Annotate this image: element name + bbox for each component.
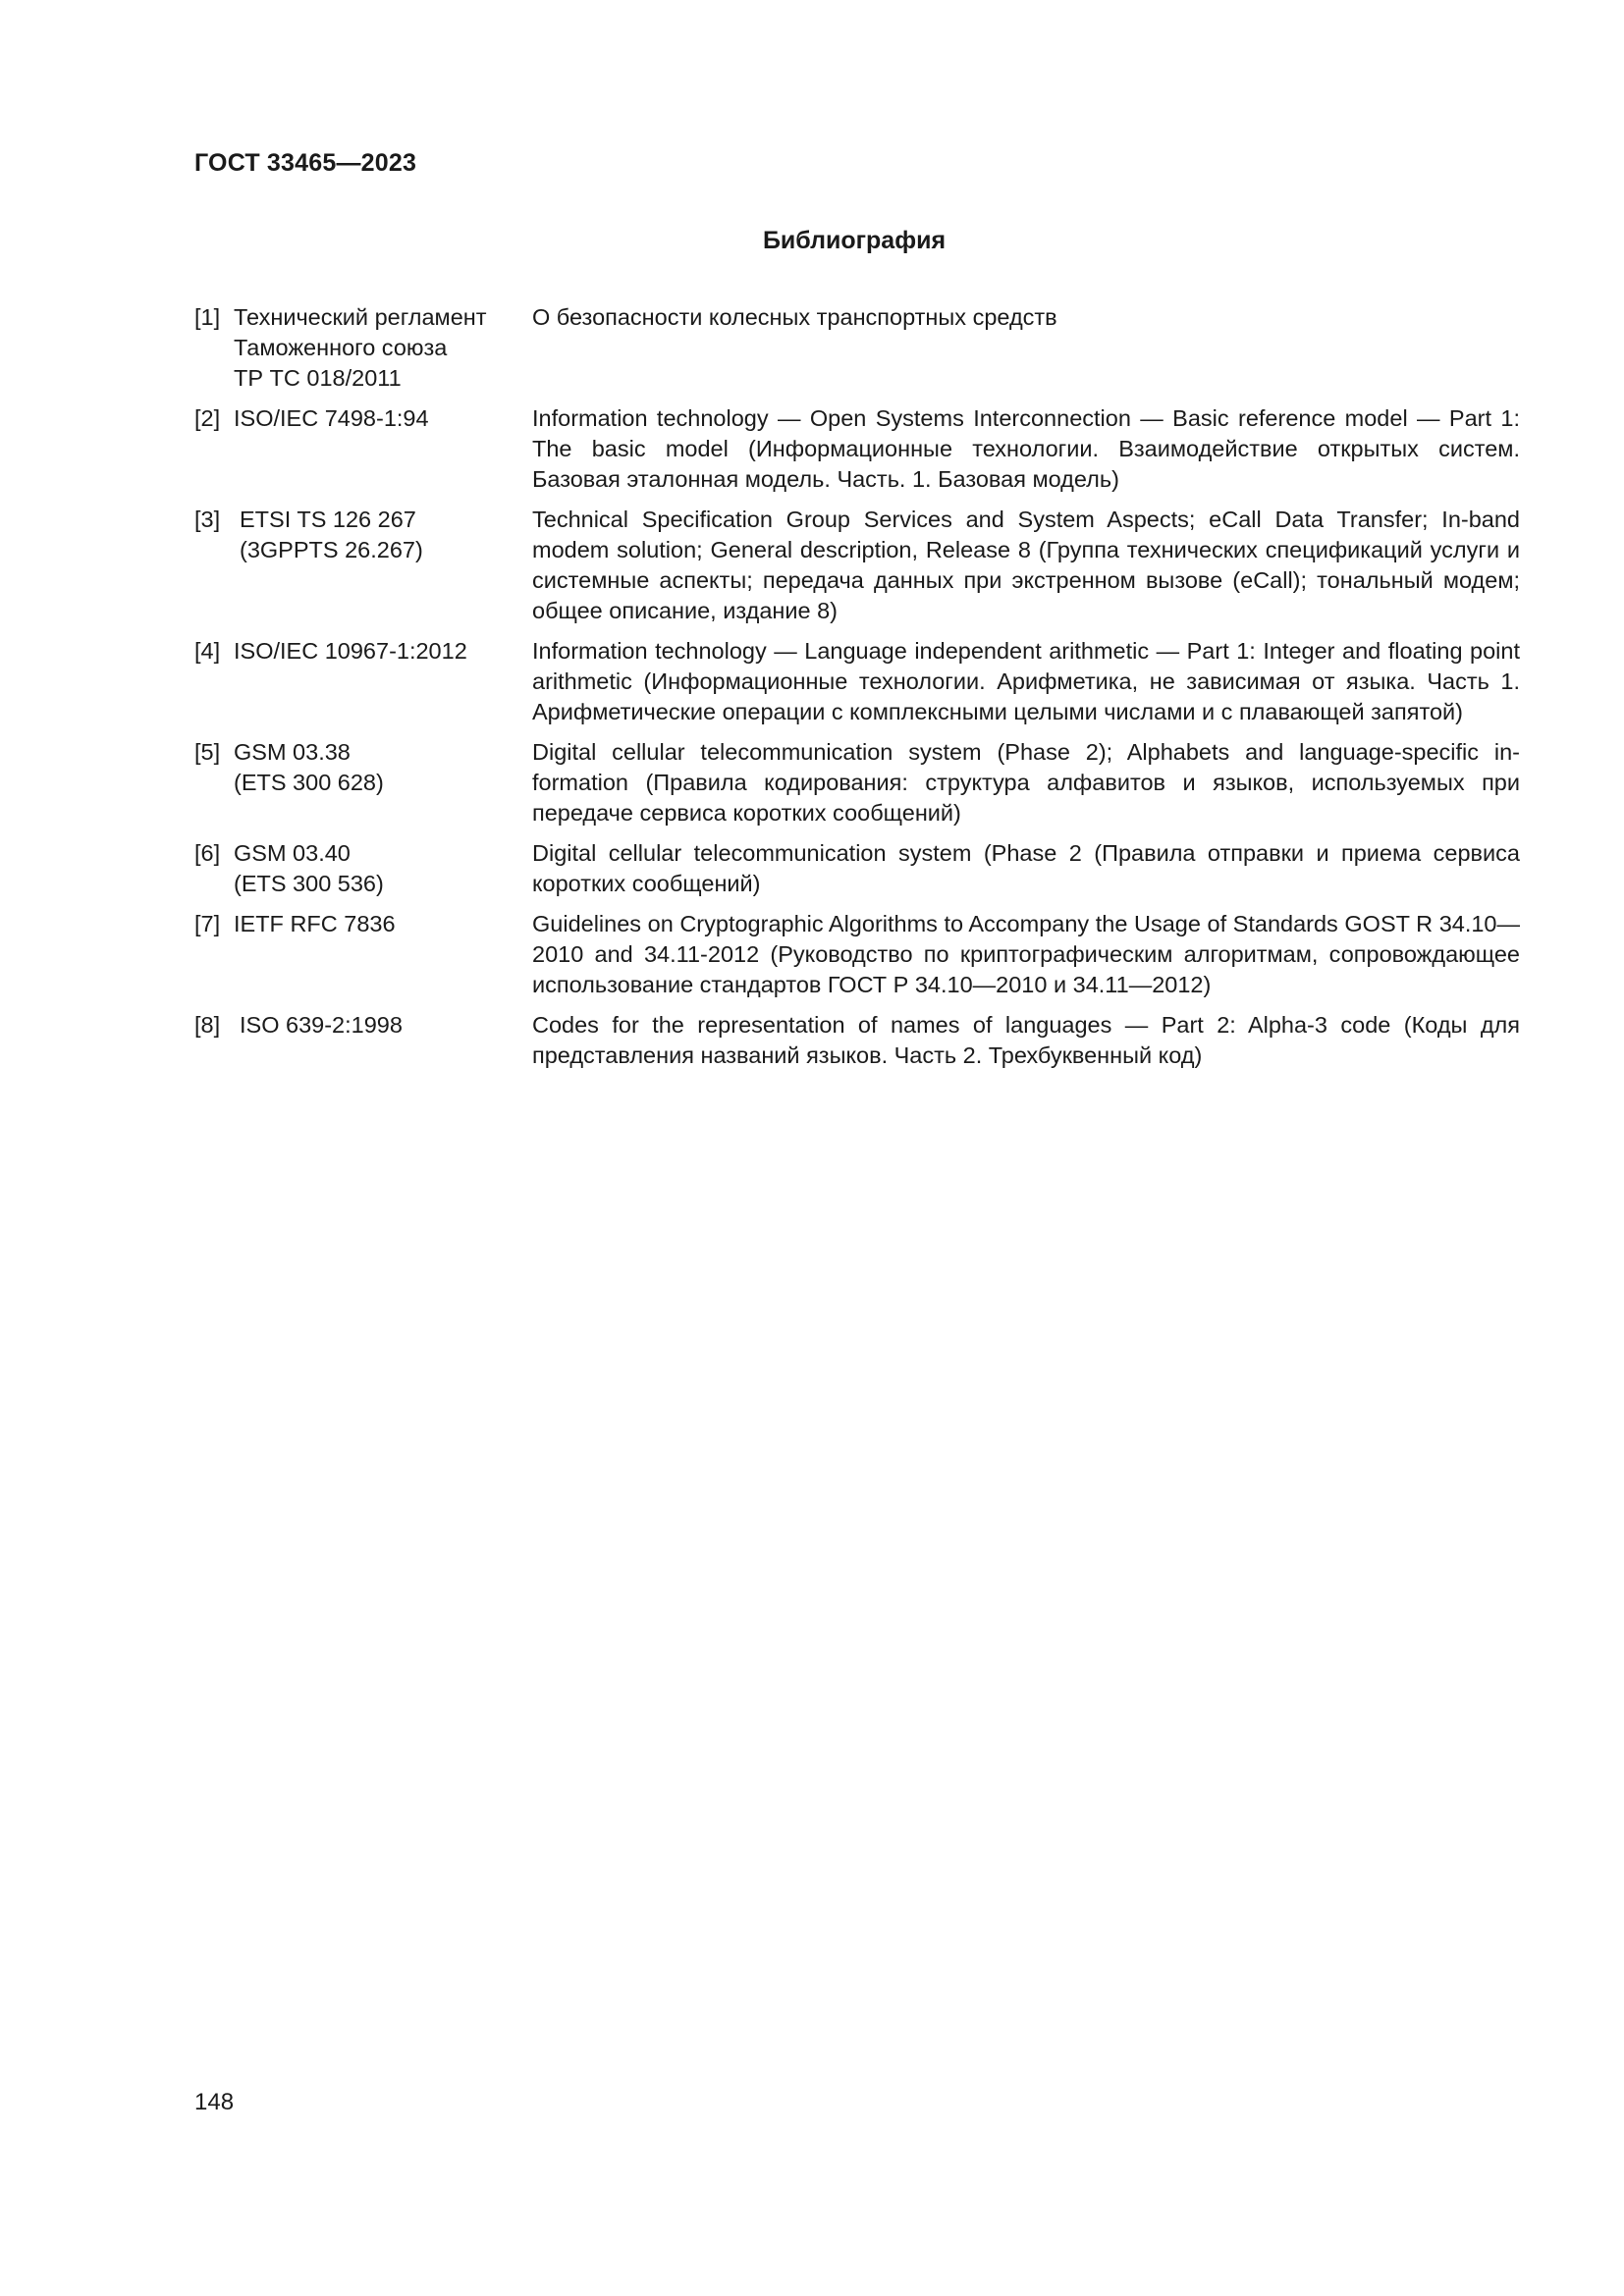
entry-number: [5] bbox=[194, 739, 221, 765]
entry-number: [8] bbox=[194, 1012, 221, 1038]
entry-description: Digital cellular telecommunication system (Phase 2 (Правила отправки и приема сервиса коротких сообщений) bbox=[532, 840, 1520, 896]
section-title: Библиография bbox=[762, 227, 947, 254]
page-number: 148 bbox=[194, 2089, 235, 2115]
entry-description: О безопасности колесных транспортных средств bbox=[532, 304, 1057, 330]
bibliography-entry bbox=[194, 505, 1520, 626]
bibliography-entry bbox=[194, 302, 1520, 394]
entry-description: Codes for the representation of names of languages — Part 2: Alpha-3 code (Коды для представления названий языков. Часть 2. Трехбуквенный код) bbox=[532, 1012, 1520, 1068]
bibliography-entry bbox=[194, 909, 1520, 1000]
bibliography-entry bbox=[194, 636, 1520, 727]
entry-reference: GSM 03.38 (ETS 300 628) bbox=[234, 739, 384, 795]
bibliography-list bbox=[194, 302, 1520, 1081]
entry-reference: IETF RFC 7836 bbox=[234, 911, 396, 936]
bibliography-entry bbox=[194, 838, 1520, 899]
entry-description: Information technology — Language independent arithmetic — Part 1: Integer and floating point arithmetic (Информационные технологии. Арифметика, не зависимая от языка. Часть 1. Арифметические операции с комплексными целыми числами и с плавающей запятой) bbox=[532, 638, 1520, 724]
entry-number: [7] bbox=[194, 911, 221, 936]
entry-reference: ISO/IEC 7498-1:94 bbox=[234, 405, 429, 431]
bibliography-entry bbox=[194, 737, 1520, 828]
entry-number: [6] bbox=[194, 840, 221, 866]
entry-reference: ISO 639-2:1998 bbox=[240, 1012, 403, 1038]
entry-description: Information technology — Open Systems Interconnection — Basic reference model — Part 1: The basic model (Информационные технологии. Взаимодействие открытых систем. Базовая эталонная модель. Часть. 1. Базовая модель) bbox=[532, 405, 1520, 492]
entry-description: Technical Specification Group Services and System Aspects; eCall Data Transfer; In-band modem solution; General description, Release 8 (Группа технических спецификаций услуги и системные аспекты; передача данных при экстренном вызове (eCall); тональный модем; общее описание, издание 8) bbox=[532, 507, 1520, 623]
entry-description: Digital cellular telecommunication system (Phase 2); Alphabets and language-specific information (Правила кодирования: структура алфавитов и языков, используемых при передаче сервиса коротких сообщений) bbox=[532, 739, 1520, 826]
entry-reference: ETSI TS 126 267 (3GPPTS 26.267) bbox=[240, 507, 423, 562]
document-header: ГОСТ 33465—2023 bbox=[194, 149, 417, 177]
entry-number: [1] bbox=[194, 304, 221, 330]
entry-number: [2] bbox=[194, 405, 221, 431]
entry-number: [3] bbox=[194, 507, 221, 532]
entry-reference: GSM 03.40 (ETS 300 536) bbox=[234, 840, 384, 896]
bibliography-entry bbox=[194, 403, 1520, 495]
entry-description: Guidelines on Cryptographic Algorithms to Accompany the Usage of Standards GOST R 34.10—2010 and 34.11-2012 (Руководство по криптографическим алгоритмам, сопровождающее использование стандартов ГОСТ Р 34.10—2010 и 34.11—2012) bbox=[532, 911, 1520, 997]
entry-reference: ISO/IEC 10967-1:2012 bbox=[234, 638, 467, 664]
bibliography-entry bbox=[194, 1010, 1520, 1071]
entry-reference: Технический регламент Таможенного союза ТР ТС 018/2011 bbox=[234, 304, 487, 391]
entry-number: [4] bbox=[194, 638, 221, 664]
